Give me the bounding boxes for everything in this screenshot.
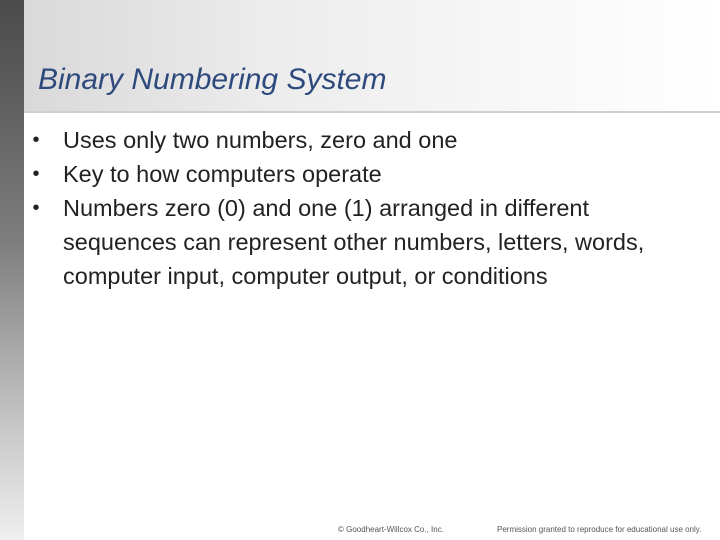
bullet-item — [26, 191, 706, 293]
bullet-item — [26, 123, 706, 157]
bullet-text: Uses only two numbers, zero and one — [63, 127, 458, 153]
bullet-text: Key to how computers operate — [63, 161, 382, 187]
permission-footer: Permission granted to reproduce for educational use only. — [497, 525, 702, 534]
copyright-footer: © Goodheart-Willcox Co., Inc. — [338, 525, 444, 534]
bullet-point-icon: • — [32, 163, 40, 185]
slide-title: Binary Numbering System — [38, 63, 387, 96]
bullet-point-icon: • — [32, 197, 40, 219]
bullet-item — [26, 157, 706, 191]
left-gradient-strip — [0, 0, 24, 540]
bullet-point-icon: • — [32, 129, 40, 151]
bullet-text: Numbers zero (0) and one (1) arranged in different sequences can represent other numbers, letters, words, computer input, computer output, or conditions — [63, 195, 645, 289]
bullet-list — [26, 123, 706, 293]
